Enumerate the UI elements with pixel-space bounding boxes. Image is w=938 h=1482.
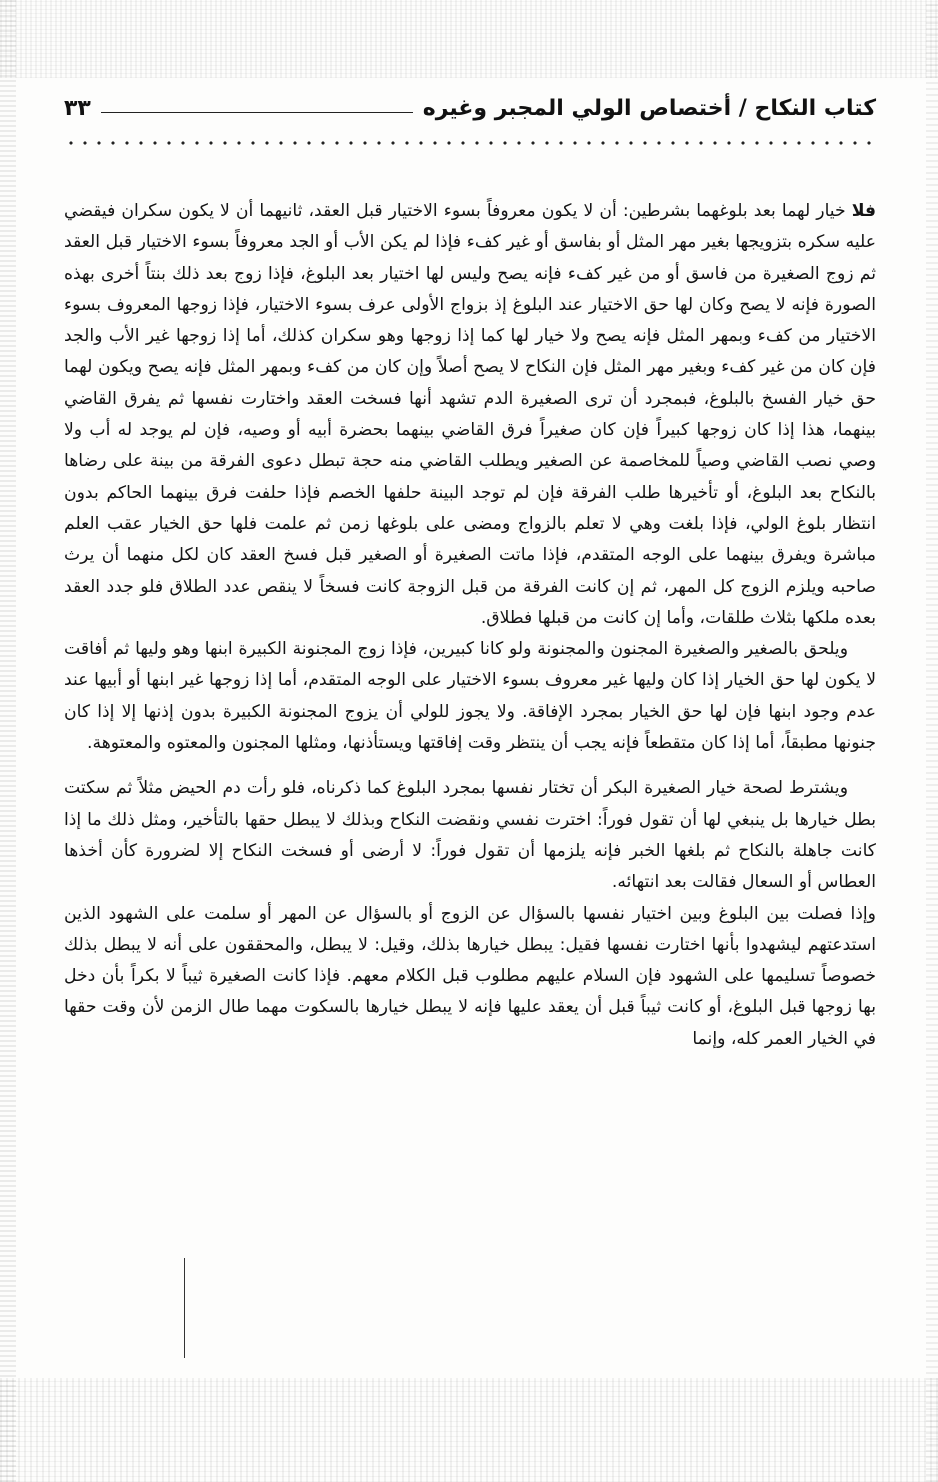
scan-border-right	[926, 0, 938, 1482]
paragraph-4: وإذا فصلت بين البلوغ وبين اختيار نفسها بالسؤال عن الزوج أو بالسؤال عن المهر أو سلمت على الشهود الذين استدعتهم ليشهدوا بأنها اختارت نفسها فقيل: يبطل خيارها بذلك، وقيل: لا يبطل، والمحققون على أنه لا يبطل بذلك خصوصاً تسليمها على الشهود فإن السلام عليهم مطلوب قبل الكلام معهم. فإذا كانت الصغيرة ثيباً لا بكراً بأن دخل بها زوجها قبل البلوغ، أو كانت ثيباً قبل أن يعقد عليها فإنه لا يبطل خيارها بالسكوت مهما طال الزمن لأن وقت حقها في الخيار العمر كله، وإنما	[64, 903, 876, 1049]
scan-border-top	[0, 0, 938, 78]
scan-border-left	[0, 0, 16, 1482]
paragraph-3: ويشترط لصحة خيار الصغيرة البكر أن تختار نفسها بمجرد البلوغ كما ذكرناه، فلو رأت دم الحيض مثلاً ثم سكتت بطل خيارها بل ينبغي لها أن تقول فوراً: اخترت نفسي ونقضت النكاح وبذلك لا يبطل حقها بالتأخير، ومثل ذلك ما إذا كانت جاهلة بالنكاح ثم بلغها الخبر فإنه يلزمها أن تقول فوراً: لا أرضى أو فسخت النكاح إلا لضرورة كأن أخذها العطاس أو السعال فقالت بعد انتهائه.	[64, 778, 876, 893]
paragraph-1	[64, 196, 876, 634]
header-rule	[101, 112, 413, 113]
paragraph-2: ويلحق بالصغير والصغيرة المجنون والمجنونة ولو كانا كبيرين، فإذا زوج المجنونة الكبيرة ابنها وهو وليها ثم أفاقت لا يكون لها حق الخيار إذا كان وليها غير معروف بسوء الاختيار على الوجه المتقدم، أما إذا زوجها غير ابنها أو أبيها عند عدم وجود ابنها فإن لها حق الخيار بمجرد الإفاقة. ولا يجوز للولي أن يزوج المجنونة الكبيرة بدون إذنها إلا إذا كان جنونها مطبقاً، أما إذا كان متقطعاً فإنه يجب أن ينتظر وقت إفاقتها ويستأذنها، ومثلها المجنون والمعتوه والمعتوهة.	[64, 639, 876, 754]
running-header	[64, 88, 876, 128]
body-text	[64, 196, 876, 1055]
scan-border-bottom	[0, 1378, 938, 1482]
header-title: كتاب النكاح / أختصاص الولي المجبر وغيره	[422, 95, 876, 121]
header-dotted-rule	[64, 138, 876, 148]
paragraph-1-text: خيار لهما بعد بلوغهما بشرطين: أن لا يكون معروفاً بسوء الاختيار قبل العقد، ثانيهما أن لا يكون سكران فيقضي عليه سكره بتزويجها بغير مهر المثل أو بفاسق أو غير كفء فإذا لم يكن الأب أو الجد معروفاً بسوء الاختيار قبل العقد ثم زوج الصغيرة من فاسق أو من غير كفء فإنه يصح وليس لها اختيار بعد البلوغ، فإذا زوج بعد ذلك بنتاً أخرى بهذه الصورة فإنه لا يصح وكان لها حق الاختيار عند البلوغ إذ بزواج الأولى عرف بسوء الاختيار، فإذا زوجها المعروف بسوء الاختيار من كفء وبمهر المثل فإنه يصح ولا خيار لها كما إذا زوجها وهو سكران كذلك، أما إذا زوجها غير الأب والجد فإن كان من غير كفء وبغير مهر المثل فإن النكاح لا يصح أصلاً وإن كان من كفء وبمهر المثل فإنه يصح ويكون لهما حق خيار الفسخ بالبلوغ، فبمجرد أن ترى الصغيرة الدم تشهد أنها فسخت العقد واختارت نفسها ثم يفرق القاضي بينهما، هذا إذا كان زوجها كبيراً فإن كان صغيراً فرق القاضي بينهما بحضرة أبيه أو وصيه، فإن لم يوجد له أب ولا وصي نصب القاضي وصياً للمخاصمة عن الصغير ويطلب القاضي منه حجة تبطل دعوى الفرقة من بينة على رضاها بالنكاح بعد البلوغ، أو تأخيرها طلب الفرقة فإن لم توجد البينة حلفها الخصم فإذا حلفت فرق بينهما الحاكم بدون انتظار بلوغ الولي، فإذا بلغت وهي لا تعلم بالزواج ومضى على بلوغها زمن ثم علمت فلها حق الخيار عقب العلم مباشرة ويفرق بينهما على الوجه المتقدم، فإذا ماتت الصغيرة أو الصغير قبل فسخ العقد كان لكل منهما أن يرث صاحبه ويلزم الزوج كل المهر، ثم إن كانت الفرقة من قبل الزوجة كانت فسخاً لا ينقص عدد الطلاق فلو جدد العقد بعده ملكها بثلاث طلقات، وأما إن كانت من قبلها فطلاق.	[64, 201, 876, 628]
paragraph-1-lead: فلا	[851, 201, 876, 221]
page-number: ٣٣	[64, 95, 91, 121]
scan-margin-mark	[184, 1258, 185, 1358]
